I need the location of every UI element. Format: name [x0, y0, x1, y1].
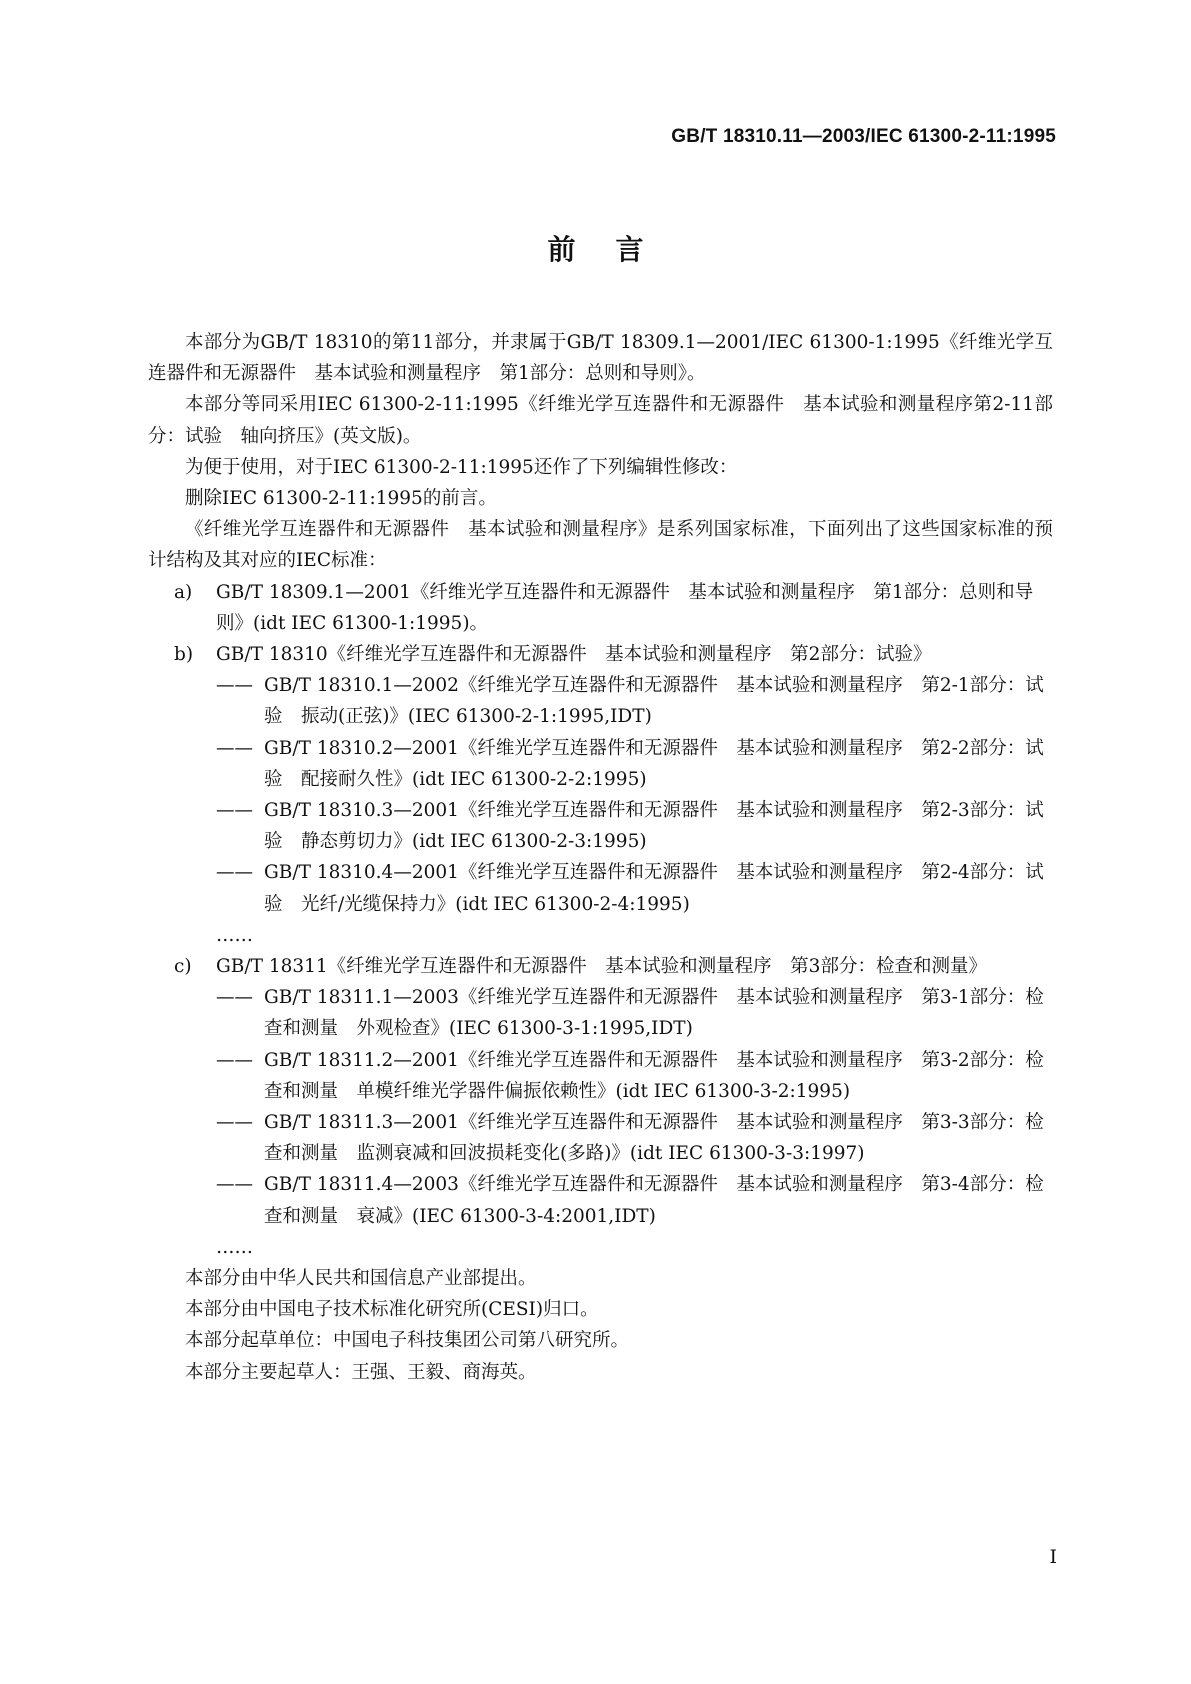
- sub-item: [148, 733, 1053, 795]
- list-item-text: GB/T 18309.1—2001《纤维光学互连器件和无源器件 基本试验和测量程序 第1部分：总则和导则》(idt IEC 61300-1:1995)。: [216, 581, 1034, 634]
- paragraph-adoption: 本部分等同采用IEC 61300-2-11:1995《纤维光学互连器件和无源器件 基本试验和测量程序第2-11部分：试验 轴向挤压》(英文版)。: [148, 394, 1053, 447]
- paragraph-drafting-unit: 本部分起草单位：中国电子科技集团公司第八研究所。: [185, 1330, 630, 1352]
- paragraph-proposer: 本部分由中华人民共和国信息产业部提出。: [185, 1268, 537, 1290]
- dash-marker: ——: [216, 675, 253, 697]
- standard-number: GB/T 18310.11—2003/IEC 61300-2-11:1995: [671, 126, 1056, 147]
- sub-item-text: GB/T 18311.2—2001《纤维光学互连器件和无源器件 基本试验和测量程序 第3-2部分：检查和测量 单模纤维光学器件偏振依赖性》(idt IEC 61300-3-2:1995): [264, 1049, 1044, 1102]
- paragraph-scope: 本部分为GB/T 18310的第11部分，并隶属于GB/T 18309.1—2001/IEC 61300-1:1995《纤维光学互连器件和无源器件 基本试验和测量程序 第1部分：总则和导则》。: [148, 332, 1053, 385]
- sub-item-text: GB/T 18310.4—2001《纤维光学互连器件和无源器件 基本试验和测量程序 第2-4部分：试验 光纤/光缆保持力》(idt IEC 61300-2-4:1995): [264, 862, 1044, 915]
- dash-marker: ——: [216, 1112, 253, 1134]
- sub-item: [148, 857, 1053, 919]
- dash-marker: ——: [216, 987, 253, 1009]
- sub-item-text: GB/T 18310.1—2002《纤维光学互连器件和无源器件 基本试验和测量程序 第2-1部分：试验 振动(正弦)》(IEC 61300-2-1:1995,IDT): [264, 675, 1044, 728]
- list-marker: a): [174, 581, 193, 603]
- sub-item: [148, 1169, 1053, 1231]
- sub-item-text: GB/T 18310.2—2001《纤维光学互连器件和无源器件 基本试验和测量程序 第2-2部分：试验 配接耐久性》(idt IEC 61300-2-2:1995): [264, 737, 1044, 790]
- sub-item: [148, 795, 1053, 857]
- paragraph-series-structure: 《纤维光学互连器件和无源器件 基本试验和测量程序》是系列国家标准，下面列出了这些国家标准的预计结构及其对应的IEC标准：: [148, 519, 1053, 572]
- sub-item: [148, 1107, 1053, 1169]
- dash-marker: ——: [216, 1049, 253, 1071]
- sub-item: [148, 1045, 1053, 1107]
- paragraph-drafters: 本部分主要起草人：王强、王毅、商海英。: [185, 1361, 537, 1383]
- sub-item-text: GB/T 18311.3—2001《纤维光学互连器件和无源器件 基本试验和测量程序 第3-3部分：检查和测量 监测衰减和回波损耗变化(多路)》(idt IEC 61300-3-3:1997): [264, 1112, 1044, 1165]
- ellipsis: ……: [216, 924, 253, 946]
- list-marker: b): [174, 644, 194, 666]
- paragraph-deletion: 删除IEC 61300-2-11:1995的前言。: [185, 488, 497, 510]
- dash-marker: ——: [216, 862, 253, 884]
- dash-marker: ——: [216, 800, 253, 822]
- ellipsis: ……: [216, 1236, 253, 1258]
- list-marker: c): [174, 956, 192, 978]
- sub-item-text: GB/T 18310.3—2001《纤维光学互连器件和无源器件 基本试验和测量程序 第2-3部分：试验 静态剪切力》(idt IEC 61300-2-3:1995): [264, 800, 1044, 853]
- list-item-b: [148, 639, 1053, 670]
- page-title: 前言: [547, 233, 684, 266]
- sub-item-text: GB/T 18311.4—2003《纤维光学互连器件和无源器件 基本试验和测量程序 第3-4部分：检查和测量 衰减》(IEC 61300-3-4:2001,IDT): [264, 1174, 1044, 1227]
- dash-marker: ——: [216, 737, 253, 759]
- sub-item-text: GB/T 18311.1—2003《纤维光学互连器件和无源器件 基本试验和测量程序 第3-1部分：检查和测量 外观检查》(IEC 61300-3-1:1995,IDT): [264, 987, 1044, 1040]
- dash-marker: ——: [216, 1174, 253, 1196]
- page-number: I: [1049, 1546, 1057, 1568]
- list-item-text: GB/T 18311《纤维光学互连器件和无源器件 基本试验和测量程序 第3部分：检查和测量》: [216, 956, 987, 978]
- paragraph-editorial-changes: 为便于使用，对于IEC 61300-2-11:1995还作了下列编辑性修改：: [185, 456, 738, 478]
- sub-item: [148, 982, 1053, 1044]
- list-item-text: GB/T 18310《纤维光学互连器件和无源器件 基本试验和测量程序 第2部分：试验》: [216, 644, 932, 666]
- list-item-a: [148, 577, 1053, 639]
- sub-item: [148, 670, 1053, 732]
- paragraph-centralized-by: 本部分由中国电子技术标准化研究所(CESI)归口。: [185, 1299, 599, 1321]
- foreword-body: [148, 327, 1053, 1388]
- list-item-c: [148, 951, 1053, 982]
